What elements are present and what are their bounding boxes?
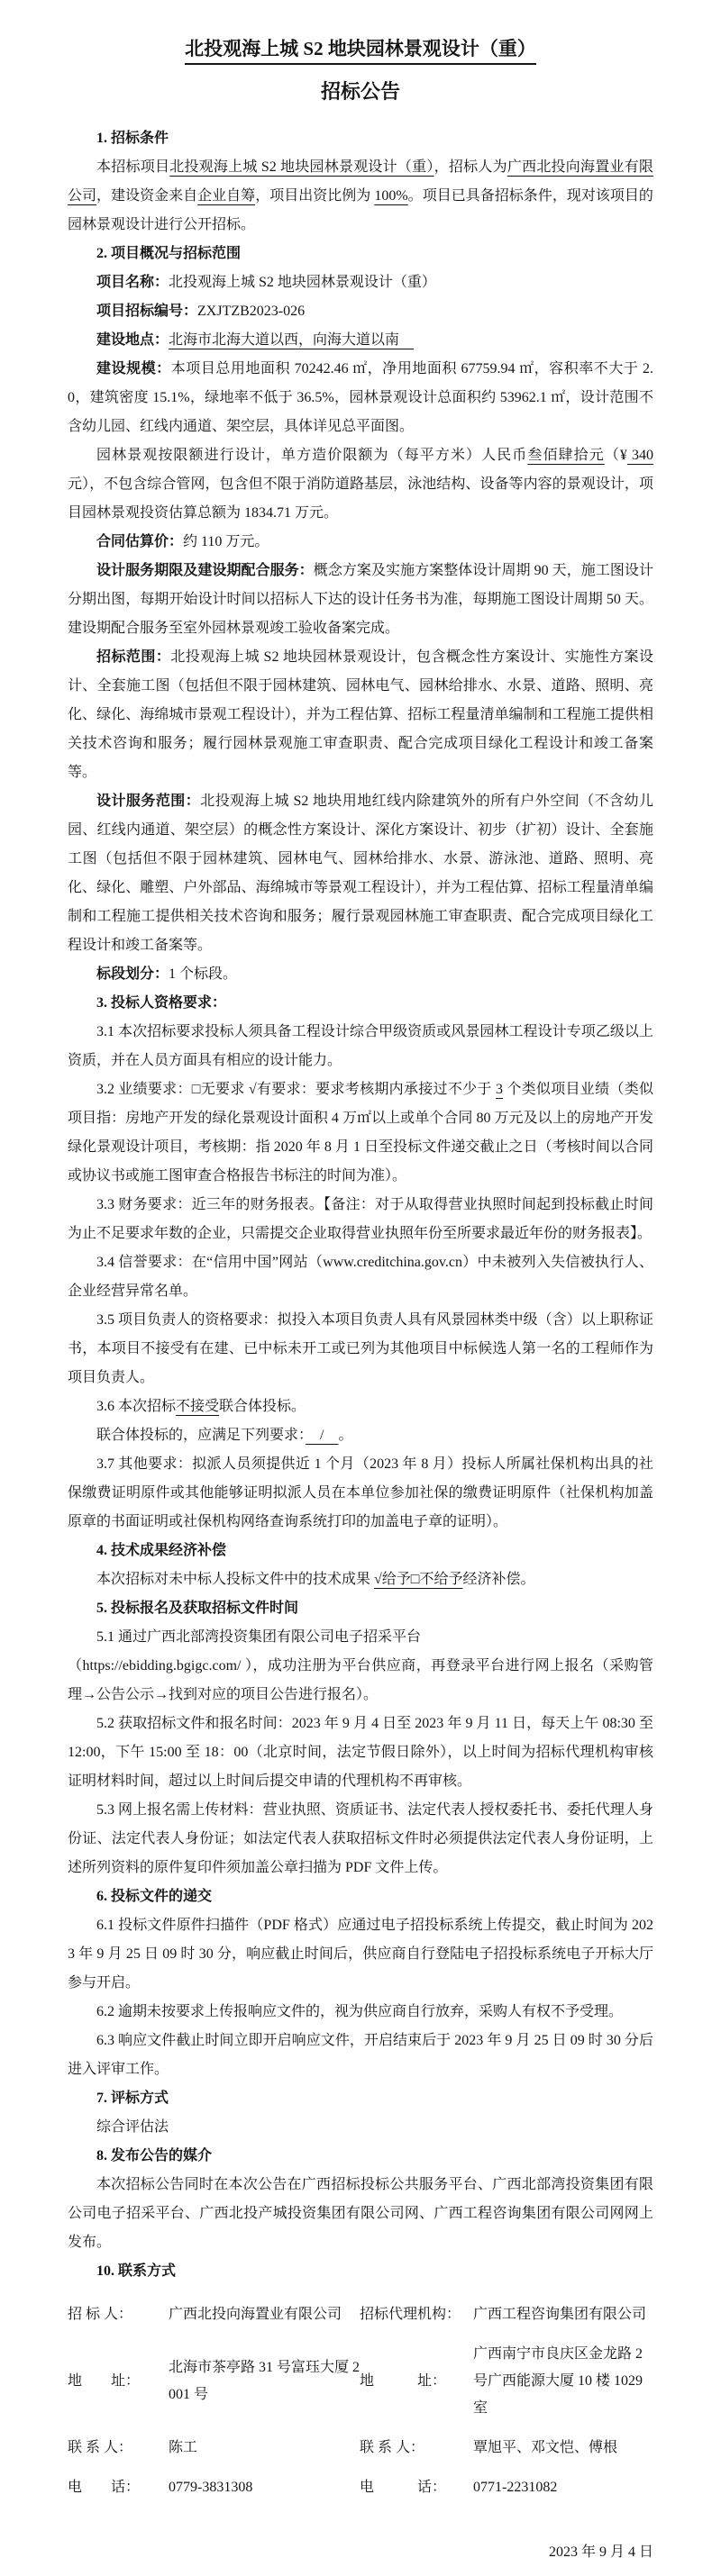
text-run: ，建设资金来自 [96, 188, 198, 204]
paragraph-tender-number [68, 297, 653, 326]
paragraph-lot-division [68, 960, 653, 989]
section-2-heading: 2. 项目概况与招标范围 [96, 246, 242, 261]
paragraph-3-2-performance [68, 1075, 653, 1191]
underlined-tenderer-name: 广西北投向海置业有限公司 [68, 159, 653, 204]
paragraph-5-1-url: （https://ebidding.bgigc.com/ ），成功注册为平台供应商，再登录平台进行网上报名（采购管理→公告公示→找到对应的项目公告进行报名）。 [68, 1658, 653, 1702]
paragraph-3-5-project-leader: 3.5 项目负责人的资格要求：拟投入本项目负责人具有风景园林类中级（含）以上职称证书，本项目不接受有在建、已中标未开工或已列为其他项目中标候选人第一名的工程师作为项目负责人。 [68, 1312, 653, 1385]
underlined-checkbox-choice: √给予□不给予 [374, 1572, 463, 1587]
underlined-amount-cn: 叁佰肆拾元 [527, 448, 605, 463]
bidder-phone-label: 电 话： [68, 2480, 141, 2495]
paragraph-media: 本次招标公告同时在本次公告在广西招标投标公共服务平台、广西北部湾投资集团有限公司电子招采平台、广西北投产城投资集团有限公司网、广西工程咨询集团有限公司网网上发布。 [68, 2177, 653, 2250]
agency-contact-person: 覃旭平、邓文恺、傅根 [473, 2440, 618, 2455]
text-run: 本招标项目 [96, 159, 170, 175]
bidder-phone: 0779-3831308 [169, 2480, 253, 2495]
text-run: 本次招标对未中标人投标文件中的技术成果 [96, 1572, 375, 1587]
section-5-heading: 5. 投标报名及获取招标文件时间 [96, 1601, 299, 1616]
text-run: 元），不包含综合管网，包含但不限于消防道路基层，泳池结构、设备等内容的景观设计，项目园林景观投资估算总额为 1834.71 万元。 [68, 476, 653, 521]
paragraph-cost-limit [68, 441, 653, 528]
section-7-heading: 7. 评标方式 [96, 2091, 169, 2106]
text-run: 。 [338, 1428, 353, 1443]
bidder-label: 招 标 人： [68, 2307, 133, 2322]
field-label: 项目名称： [96, 275, 169, 290]
section-8-heading: 8. 发布公告的媒介 [96, 2148, 213, 2163]
field-label: 招标范围： [96, 649, 171, 665]
field-label: 设计服务期限及建设期配合服务： [96, 563, 314, 578]
paragraph-evaluation-method: 综合评估法 [96, 2119, 169, 2135]
text-run: 。项目已具备招标条件，现对该项目的园林景观设计进行公开招标。 [68, 188, 653, 232]
field-label: 建设规模： [96, 361, 171, 376]
agency-name: 广西工程咨询集团有限公司 [473, 2307, 647, 2322]
underlined-not-accept: 不接受 [176, 1399, 220, 1414]
paragraph-compensation [68, 1565, 653, 1594]
paragraph-6-1-submission: 6.1 投标文件原件扫描件（PDF 格式）应通过电子招投标系统上传提交，截止时间为 2023 年 9 月 25 日 09 时 30 分，响应截止时间后，供应商自行登陆电子招投标系统电子开标大厅参与开启。 [68, 1918, 653, 1991]
paragraph-tender-scope [68, 643, 653, 787]
contact-table [68, 2295, 653, 2508]
field-value: 概念方案及实施方案整体设计周期 90 天，施工图设计分期出图，每期开始设计时间以招标人下达的设计任务书为准，每期施工图设计周期 50 天。建设期配合服务至室外园林景观竣工验收备案完成。 [68, 563, 653, 636]
field-value: 北投观海上城 S2 地块园林景观设计（重） [169, 275, 436, 290]
underlined-slash-blank: / [306, 1428, 339, 1443]
agency-contact-label: 联 系 人： [360, 2440, 425, 2455]
paragraph-project-name [68, 268, 653, 297]
underlined-project-name: 北投观海上城 S2 地块园林景观设计（重） [169, 159, 434, 175]
section-3-heading: 3. 投标人资格要求： [96, 995, 227, 1011]
agency-phone-label: 电 话： [360, 2480, 447, 2495]
paragraph-6-3-opening: 6.3 响应文件截止时间立即开启响应文件，开启结束后于 2023 年 9 月 25 日 09 时 30 分后进入评审工作。 [68, 2033, 653, 2077]
paragraph-5-3-materials: 5.3 网上报名需上传材料：营业执照、资质证书、法定代表人授权委托书、委托代理人身份证、法定代表人身份证；如法定代表人获取招标文件时必须提供法定代表人身份证明，上述所列资料的原件复印件须加盖公章扫描为 PDF 文件上传。 [68, 1802, 653, 1875]
document-title [68, 34, 653, 63]
text-run: ，项目出资比例为 [255, 188, 375, 204]
field-value: 北投观海上城 S2 地块园林景观设计，包含概念性方案设计、实施性方案设计、全套施工图（包括但不限于园林建筑、园林电气、园林给排水、水景、道路、照明、亮化、绿化、海绵城市景观工程设计），并为工程估算、招标工程量清单编制和工程施工提供相关技术咨询和服务；履行园林景观施工审查职责、配合完成项目绿化工程设计和竣工备案等。 [68, 649, 653, 780]
paragraph-6-2-overdue: 6.2 逾期未按要求上传报响应文件的，视为供应商自行放弃，采购人有权不予受理。 [96, 2004, 624, 2019]
agency-address-label: 地 址： [360, 2373, 447, 2389]
paragraph-scale [68, 355, 653, 441]
field-value: ZXJTZB2023-026 [197, 304, 306, 319]
text-run: 联合体投标的，应满足下列要求： [96, 1428, 306, 1443]
paragraph-service-period [68, 557, 653, 643]
paragraph-5-2-time: 5.2 获取招标文件和报名时间：2023 年 9 月 4 日至 2023 年 9 月 11 日，每天上午 08:30 至 12:00，下午 15:00 至 18：00（北京时间，法定节假日除外），以上时间为招标代理机构审核证明材料时间，超过以上时间后提交申请的代理机构不再审核。 [68, 1716, 653, 1789]
bidder-address-label: 地 址： [68, 2373, 141, 2389]
paragraph-tender-conditions [68, 153, 653, 240]
agency-label: 招标代理机构： [360, 2307, 461, 2322]
field-label: 项目招标编号： [96, 304, 198, 319]
paragraph-design-scope [68, 787, 653, 960]
paragraph-location [68, 326, 653, 355]
paragraph-3-7-other: 3.7 其他要求：拟派人员须提供近 1 个月（2023 年 8 月）投标人所属社保机构出具的社保缴费证明原件或其他能够证明拟派人员在本单位参加社保的缴费证明原件（社保机构加盖原章的书面证明或社保机构网络查询系统打印的加盖电子章的证明）。 [68, 1456, 653, 1529]
document-title-text: 北投观海上城 S2 地块园林景观设计（重） [185, 38, 536, 65]
underlined-fund-source: 企业自筹 [197, 188, 256, 204]
text-run-with-checkboxes: 3.2 业绩要求：□无要求 √有要求：要求考核期内承接过不少于 [96, 1082, 497, 1097]
text-run: 3.6 本次招标 [96, 1399, 177, 1414]
field-label: 设计服务范围： [96, 794, 201, 809]
text-run: 经济补偿。 [462, 1572, 535, 1587]
underlined-amount-num: 340 [626, 448, 653, 463]
field-value: 1 个标段。 [169, 966, 238, 982]
bidder-contact-person: 陈工 [169, 2440, 198, 2455]
paragraph-consortium-requirement [68, 1421, 653, 1450]
paragraph-3-3-finance: 3.3 财务要求：近三年的财务报表。【备注：对于从取得营业执照时间起到投标截止时间为止不足要求年数的企业，只需提交企业取得营业执照年份至所要求最近年份的财务报表】。 [68, 1197, 653, 1241]
paragraph-contract-estimate [68, 528, 653, 557]
text-run: 联合体投标。 [219, 1399, 306, 1414]
paragraph-3-1-qualification: 3.1 本次招标要求投标人须具备工程设计综合甲级资质或风景园林工程设计专项乙级以上资质，并在人员方面具有相应的设计能力。 [68, 1024, 653, 1068]
paragraph-5-1-platform: 5.1 通过广西北部湾投资集团有限公司电子招采平台 [96, 1629, 422, 1645]
underlined-count: 3 [496, 1082, 504, 1097]
paragraph-3-6-consortium [68, 1392, 653, 1421]
field-value: 本项目总用地面积 70242.46 ㎡，净用地面积 67759.94 ㎡，容积率不大于 2.0，建筑密度 15.1%，绿地率不低于 36.5%，园林景观设计总面积约 53962.1 ㎡，设计范围不含幼儿园、红线内通道、架空层，具体详见总平面图。 [68, 361, 653, 434]
text-run: 个类似项目业绩（类似项目指：房地产开发的绿化景观设计面积 4 万㎡以上或单个合同 80 万元及以上的房地产开发绿化景观设计项目，考核期：指 2020 年 8 月 1 日至投标文件递交截止之日（考核时间以合同或协议书或施工图审查合格报告书标注的时间为准）。 [68, 1082, 653, 1184]
bidder-contact-label: 联 系 人： [68, 2440, 133, 2455]
bidder-address: 北海市茶亭路 31 号富珏大厦 2001 号 [169, 2360, 360, 2402]
field-label: 建设地点： [96, 332, 169, 348]
field-label: 标段划分： [96, 966, 169, 982]
agency-phone: 0771-2231082 [473, 2480, 558, 2495]
section-1-heading: 1. 招标条件 [96, 131, 169, 146]
field-value: 北投观海上城 S2 地块用地红线内除建筑外的所有户外空间（不含幼儿园、红线内通道、架空层）的概念性方案设计、深化方案设计、初步（扩初）设计、全套施工图（包括但不限于园林建筑、园林电气、园林给排水、水景、游泳池、道路、照明、亮化、绿化、雕塑、户外部品、海绵城市等景观工程设计），并为工程估算、招标工程量清单编制和工程施工提供相关技术咨询和服务；履行景观园林施工审查职责、配合完成项目绿化工程设计和竣工备案等。 [68, 794, 653, 953]
text-run: ，招标人为 [434, 159, 507, 175]
section-10-heading: 10. 联系方式 [96, 2263, 177, 2279]
underlined-fund-ratio: 100% [374, 188, 408, 204]
field-value: 约 110 万元。 [183, 534, 269, 549]
section-6-heading: 6. 投标文件的递交 [96, 1889, 213, 1904]
section-4-heading: 4. 技术成果经济补偿 [96, 1543, 227, 1558]
text-run: （¥ [604, 448, 627, 463]
document-subtitle: 招标公告 [320, 80, 400, 103]
bidder-name: 广西北投向海置业有限公司 [169, 2307, 342, 2322]
text-run: 园林景观按限额进行设计，单方造价限额为（每平方米）人民币 [96, 448, 528, 463]
paragraph-3-4-credit: 3.4 信誉要求：在“信用中国”网站（www.creditchina.gov.cn）中未被列入失信被执行人、企业经营异常名单。 [68, 1255, 653, 1299]
underlined-location: 北海市北海大道以西，向海大道以南 [169, 332, 415, 348]
agency-address: 广西南宁市良庆区金龙路 2 号广西能源大厦 10 楼 1029 室 [473, 2346, 643, 2416]
announcement-date: 2023 年 9 月 4 日 [548, 2544, 653, 2560]
field-label: 合同估算价： [96, 534, 184, 549]
